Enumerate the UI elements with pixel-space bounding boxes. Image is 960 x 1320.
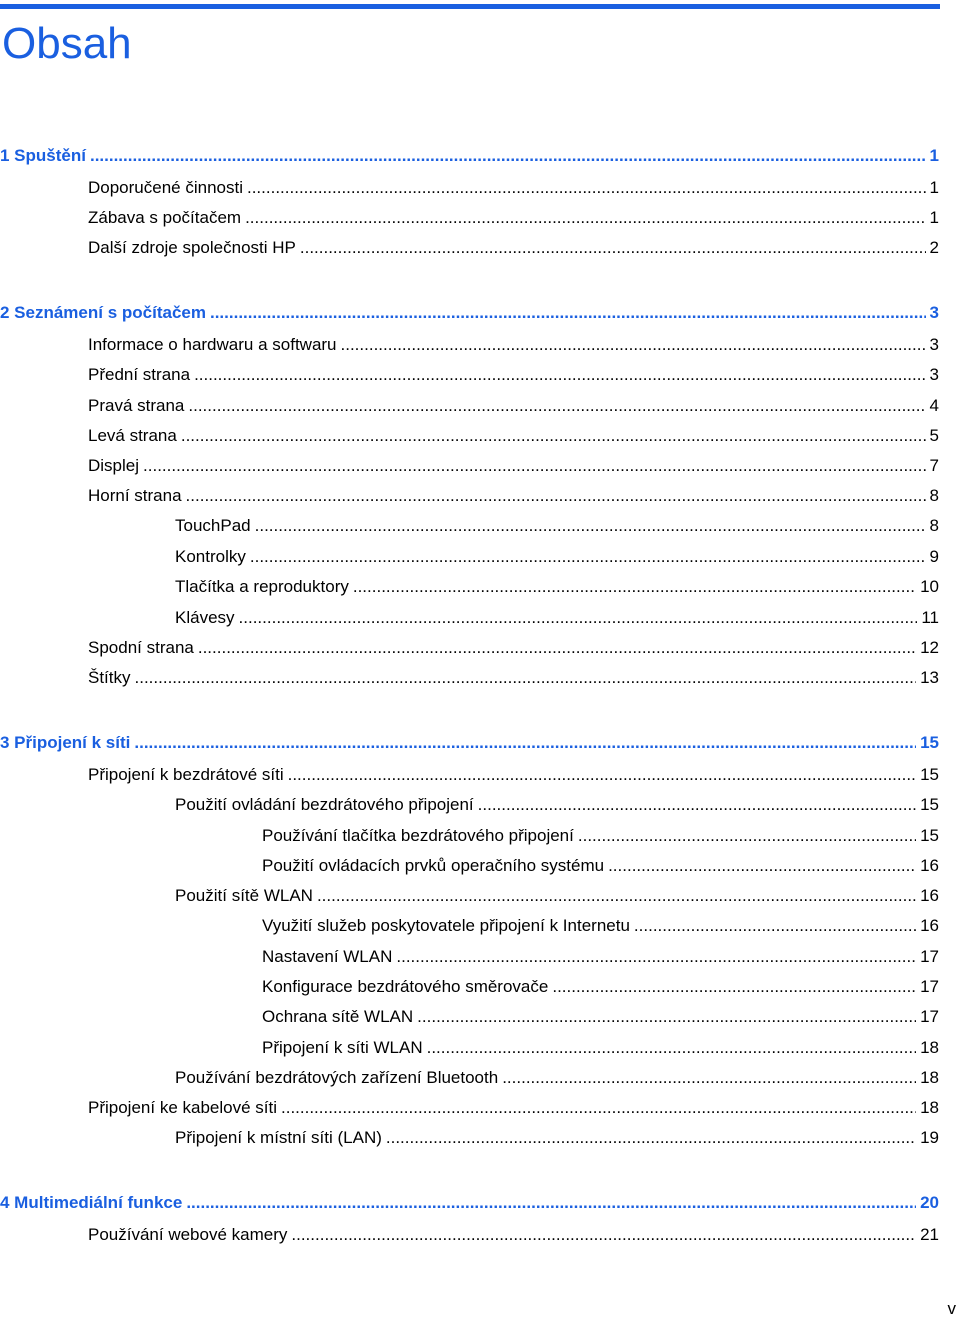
toc-chapter-4[interactable]: [0, 1192, 939, 1214]
toc-entry[interactable]: [262, 855, 939, 877]
dot-leader: [386, 1127, 916, 1149]
toc-entry[interactable]: [262, 915, 939, 937]
dot-leader: [245, 207, 925, 229]
toc-entry-title: Ochrana sítě WLAN: [262, 1007, 414, 1026]
toc-entry[interactable]: [175, 794, 939, 816]
toc-page-number: 16: [920, 916, 939, 935]
toc-entry-title: Štítky: [88, 668, 131, 687]
dot-leader: [247, 177, 926, 199]
toc-entry-title: Klávesy: [175, 608, 235, 627]
toc-entry-title: Displej: [88, 456, 140, 475]
toc-page-number: 7: [929, 456, 939, 475]
toc-entry-title: 2 Seznámení s počítačem: [0, 303, 206, 322]
toc-entry-title: Využití služeb poskytovatele připojení k Internetu: [262, 916, 630, 935]
toc-entry-title: TouchPad: [175, 516, 251, 535]
toc-page-number: 1: [929, 208, 939, 227]
toc-entry[interactable]: [262, 825, 939, 847]
toc-entry[interactable]: [175, 546, 939, 568]
toc-entry[interactable]: [175, 607, 939, 629]
toc-entry-title: Spodní strana: [88, 638, 194, 657]
dot-leader: [135, 667, 917, 689]
dot-leader: [255, 515, 926, 537]
header-rule: [0, 4, 940, 9]
dot-leader: [291, 1224, 916, 1246]
toc-page-number: 3: [929, 335, 939, 354]
toc-entry-title: Připojení ke kabelové síti: [88, 1098, 277, 1117]
toc-page-number: 1: [929, 146, 939, 165]
toc-page-number: 4: [929, 396, 939, 415]
toc-entry[interactable]: [262, 1037, 939, 1059]
dot-leader: [417, 1006, 916, 1028]
toc-entry[interactable]: [88, 395, 939, 417]
toc-entry-title: 3 Připojení k síti: [0, 733, 131, 752]
page-title: Obsah: [2, 19, 132, 68]
toc-entry[interactable]: [88, 667, 939, 689]
toc-page-number: 11: [921, 608, 939, 627]
toc-page-number: 20: [920, 1193, 939, 1212]
toc-entry-title: Další zdroje společnosti HP: [88, 238, 296, 257]
toc-entry[interactable]: [175, 1127, 939, 1149]
dot-leader: [90, 145, 926, 167]
toc-entry-title: Kontrolky: [175, 547, 246, 566]
toc-entry[interactable]: [262, 946, 939, 968]
toc-entry-title: Tlačítka a reproduktory: [175, 577, 349, 596]
dot-leader: [608, 855, 916, 877]
toc-page-number: 13: [920, 668, 939, 687]
dot-leader: [552, 976, 916, 998]
toc-page-number: 9: [929, 547, 939, 566]
dot-leader: [186, 485, 926, 507]
toc-entry[interactable]: [88, 1097, 939, 1119]
toc-entry-title: 4 Multimediální funkce: [0, 1193, 183, 1212]
dot-leader: [478, 794, 916, 816]
toc-entry-title: Připojení k síti WLAN: [262, 1038, 423, 1057]
toc-page-number: 8: [929, 516, 939, 535]
dot-leader: [427, 1037, 916, 1059]
toc-page-number: 10: [920, 577, 939, 596]
toc-page-number: 16: [920, 886, 939, 905]
toc-page-number: 17: [920, 947, 939, 966]
toc-entry-title: Zábava s počítačem: [88, 208, 242, 227]
toc-entry-title: Nastavení WLAN: [262, 947, 393, 966]
toc-entry-title: Pravá strana: [88, 396, 185, 415]
toc-entry-title: 1 Spuštění: [0, 146, 86, 165]
toc-entry[interactable]: [88, 334, 939, 356]
toc-entry[interactable]: [88, 485, 939, 507]
toc-entry[interactable]: [88, 637, 939, 659]
toc-page-number: 18: [920, 1068, 939, 1087]
dot-leader: [317, 885, 916, 907]
toc-chapter-2[interactable]: [0, 302, 939, 324]
dot-leader: [134, 732, 916, 754]
toc-entry-title: Používání tlačítka bezdrátového připojení: [262, 826, 574, 845]
dot-leader: [578, 825, 916, 847]
toc-entry-title: Použití ovládání bezdrátového připojení: [175, 795, 474, 814]
dot-leader: [198, 637, 916, 659]
toc-entry[interactable]: [88, 207, 939, 229]
toc-entry-title: Použití ovládacích prvků operačního systému: [262, 856, 605, 875]
toc-page-number: 8: [929, 486, 939, 505]
dot-leader: [300, 237, 926, 259]
toc-entry[interactable]: [88, 425, 939, 447]
dot-leader: [634, 915, 916, 937]
dot-leader: [186, 1192, 916, 1214]
toc-chapter-3[interactable]: [0, 732, 939, 754]
toc-page-number: 15: [920, 826, 939, 845]
toc-page-number: 1: [929, 178, 939, 197]
toc-entry-title: Doporučené činnosti: [88, 178, 243, 197]
dot-leader: [239, 607, 918, 629]
dot-leader: [288, 764, 916, 786]
toc-entry-title: Konfigurace bezdrátového směrovače: [262, 977, 549, 996]
toc-entry-title: Připojení k bezdrátové síti: [88, 765, 284, 784]
toc-entry[interactable]: [88, 1224, 939, 1246]
dot-leader: [210, 302, 926, 324]
toc-entry-title: Používání bezdrátových zařízení Bluetooth: [175, 1068, 499, 1087]
toc-entry-title: Používání webové kamery: [88, 1225, 288, 1244]
toc-page-number: 3: [929, 365, 939, 384]
dot-leader: [281, 1097, 916, 1119]
toc-page-number: 17: [920, 977, 939, 996]
toc-page-number: 12: [920, 638, 939, 657]
toc-entry-title: Horní strana: [88, 486, 182, 505]
toc-page-number: 21: [920, 1225, 939, 1244]
toc-page-number: 18: [920, 1098, 939, 1117]
dot-leader: [188, 395, 925, 417]
toc-page-number: 16: [920, 856, 939, 875]
dot-leader: [143, 455, 926, 477]
toc-entry[interactable]: [88, 455, 939, 477]
toc-entry-title: Levá strana: [88, 426, 177, 445]
toc-entry-title: Připojení k místní síti (LAN): [175, 1128, 382, 1147]
dot-leader: [396, 946, 916, 968]
dot-leader: [341, 334, 926, 356]
dot-leader: [502, 1067, 916, 1089]
toc-page-number: 15: [920, 765, 939, 784]
page-number: v: [947, 1299, 956, 1318]
toc-page-number: 5: [929, 426, 939, 445]
toc-chapter-1[interactable]: [0, 145, 939, 167]
toc-entry[interactable]: [262, 976, 939, 998]
toc-entry-title: Informace o hardwaru a softwaru: [88, 335, 337, 354]
toc-entry-title: Přední strana: [88, 365, 191, 384]
toc-entry[interactable]: [175, 1067, 939, 1089]
toc-entry[interactable]: [88, 364, 939, 386]
dot-leader: [181, 425, 926, 447]
toc-entry[interactable]: [175, 576, 939, 598]
toc-entry[interactable]: [88, 764, 939, 786]
toc-entry[interactable]: [262, 1006, 939, 1028]
dot-leader: [250, 546, 926, 568]
toc-entry[interactable]: [175, 515, 939, 537]
toc-page-number: 3: [929, 303, 939, 322]
toc-page-number: 15: [920, 795, 939, 814]
toc-entry[interactable]: [88, 237, 939, 259]
toc-entry-title: Použití sítě WLAN: [175, 886, 313, 905]
toc-page-number: 2: [929, 238, 939, 257]
dot-leader: [194, 364, 925, 386]
toc-page-number: 19: [920, 1128, 939, 1147]
dot-leader: [353, 576, 916, 598]
toc-entry[interactable]: [88, 177, 939, 199]
toc-entry[interactable]: [175, 885, 939, 907]
toc-page-number: 18: [920, 1038, 939, 1057]
toc-page-number: 17: [920, 1007, 939, 1026]
toc-page-number: 15: [920, 733, 939, 752]
